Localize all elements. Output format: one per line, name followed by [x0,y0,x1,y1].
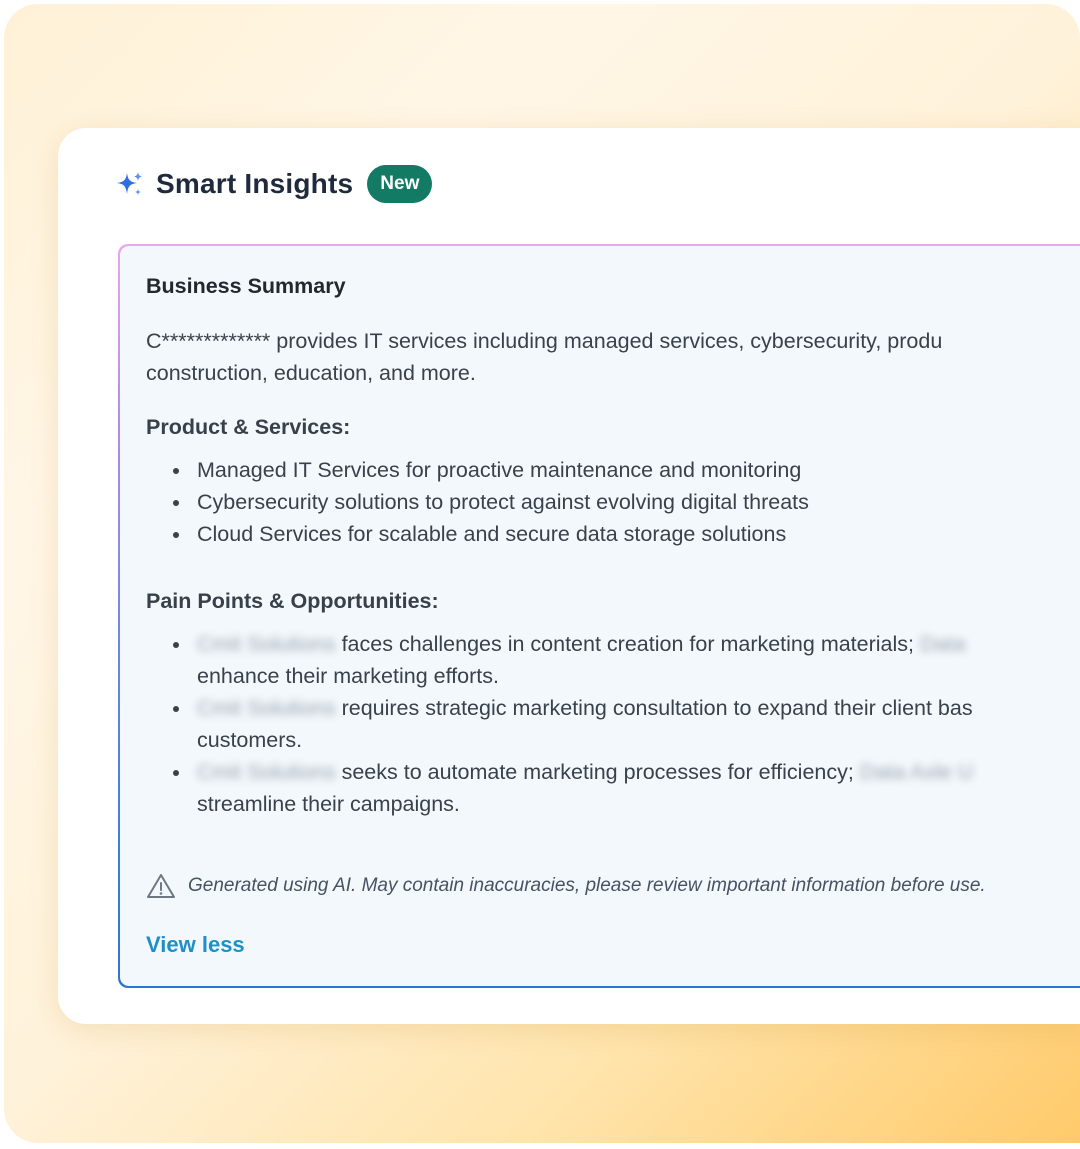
sparkle-icon [116,170,144,198]
list-item: Cybersecurity solutions to protect against evolving digital threats [146,486,1080,518]
list-item [146,756,1080,820]
products-list [146,454,1080,550]
list-item-text: requires strategic marketing consultation to expand their client bas [335,696,973,720]
new-badge: New [367,165,432,203]
list-item-text-cont: enhance their marketing efforts. [197,664,499,688]
list-item-text: faces challenges in content creation for marketing materials; [335,632,920,656]
redacted-text: Data [919,632,966,656]
list-item: Cloud Services for scalable and secure data storage solutions [146,518,1080,550]
insights-panel [118,244,1080,988]
business-summary-line-1: C************* provides IT services including managed services, cybersecurity, produ [146,329,943,353]
warning-triangle-icon [146,872,176,900]
insights-content [146,274,1080,820]
redacted-company-name: Cmit Solutions [197,696,336,720]
card-title: Smart Insights [156,168,354,199]
pain-points-heading: Pain Points & Opportunities: [146,589,439,613]
business-summary-line-2: construction, education, and more. [146,361,476,385]
products-heading: Product & Services: [146,415,351,439]
list-item-text-cont: customers. [197,728,303,752]
list-item: Managed IT Services for proactive maintenance and monitoring [146,454,1080,486]
redacted-company-name: Cmit Solutions [197,632,336,656]
ai-disclaimer [146,872,986,900]
list-item [146,692,1080,756]
list-item-text-cont: streamline their campaigns. [197,792,460,816]
disclaimer-text: Generated using AI. May contain inaccuracies, please review important information before use. [188,875,986,896]
smart-insights-card [58,128,1080,1024]
card-header [116,164,432,204]
list-item-text: seeks to automate marketing processes for efficiency; [335,760,860,784]
redacted-text: Data Axle U [859,760,974,784]
view-less-link[interactable]: View less [146,932,245,957]
redacted-company-name: Cmit Solutions [197,760,336,784]
pain-points-list [146,628,1080,820]
business-summary-heading: Business Summary [146,274,346,298]
list-item [146,628,1080,692]
